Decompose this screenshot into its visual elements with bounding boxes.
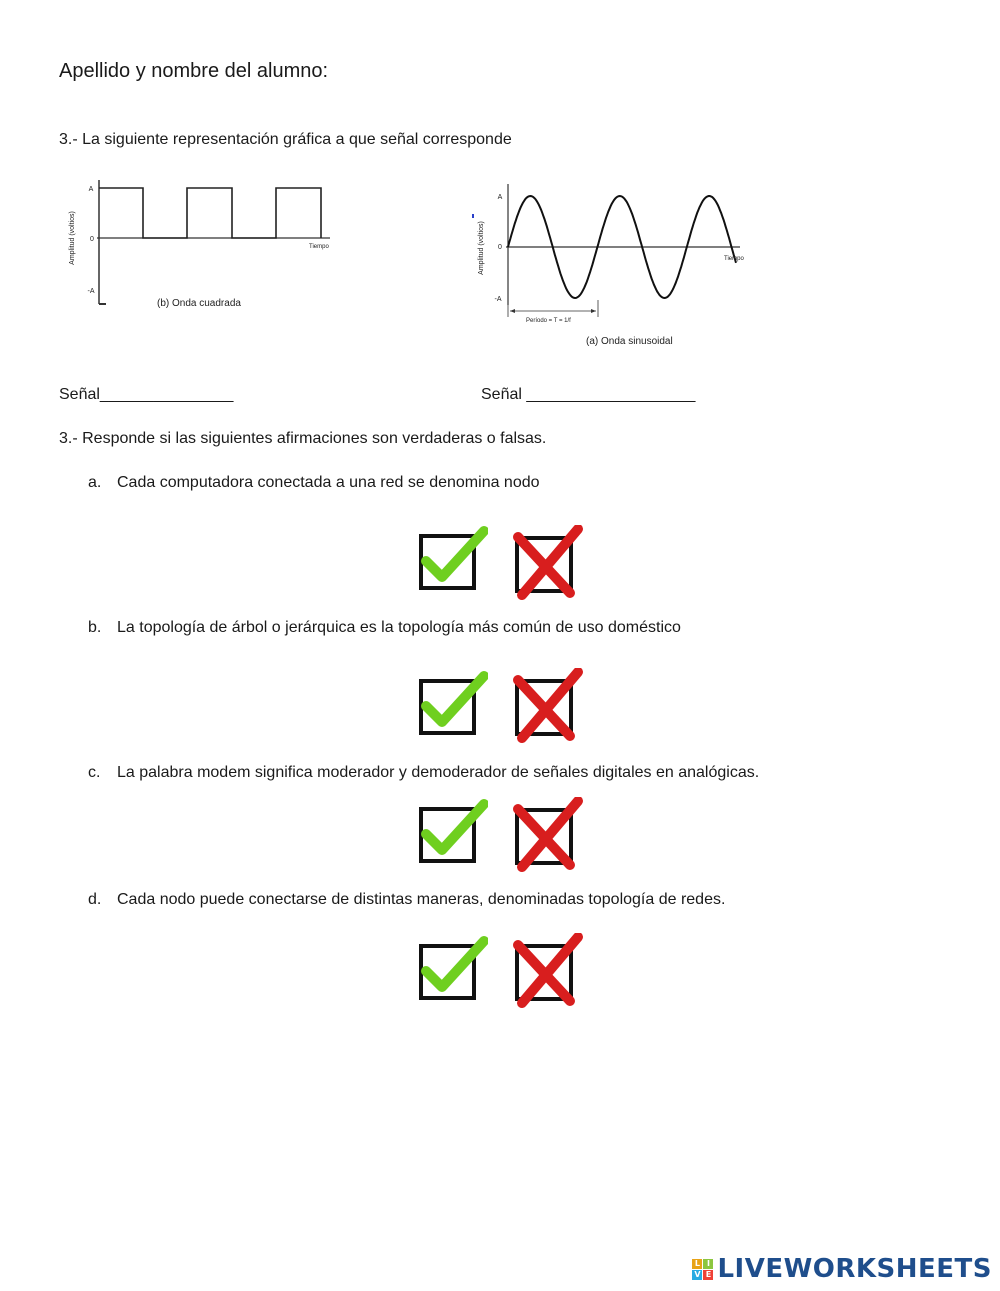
item-b-true-option[interactable] bbox=[418, 670, 488, 740]
question-1-title: 3.- La siguiente representación gráfica a que señal corresponde bbox=[59, 131, 512, 148]
square-wave-figure bbox=[62, 172, 342, 317]
student-name-label: Apellido y nombre del alumno: bbox=[59, 60, 329, 82]
check-box-icon bbox=[418, 935, 488, 1005]
item-c-marker: c. bbox=[88, 764, 101, 781]
square-ylabel: Amplitud (voltios) bbox=[69, 211, 76, 265]
square-tick-a: A bbox=[88, 186, 94, 193]
sine-xlabel: Tiempo bbox=[724, 256, 744, 262]
sine-wave-figure bbox=[470, 180, 760, 352]
sine-tick-neg-a: -A bbox=[494, 296, 502, 303]
check-box-icon bbox=[418, 798, 488, 868]
cross-box-icon bbox=[512, 668, 587, 743]
sine-ylabel: Amplitud (voltios) bbox=[478, 221, 485, 275]
item-b-marker: b. bbox=[88, 619, 102, 636]
liveworksheets-brand bbox=[692, 1254, 992, 1284]
brand-text: LIVEWORKSHEETS bbox=[717, 1254, 992, 1284]
item-b-text: La topología de árbol o jerárquica es la topología más común de uso doméstico bbox=[117, 619, 681, 636]
sine-tick-0: 0 bbox=[498, 244, 502, 251]
item-a-true-option[interactable] bbox=[418, 525, 488, 595]
cross-box-icon bbox=[512, 525, 587, 600]
item-d-text: Cada nodo puede conectarse de distintas maneras, denominadas topología de redes. bbox=[117, 891, 726, 908]
square-tick-0: 0 bbox=[90, 236, 94, 243]
check-box-icon bbox=[418, 525, 488, 595]
question-2-title: 3.- Responde si las siguientes afirmaciones son verdaderas o falsas. bbox=[59, 430, 547, 447]
stray-mark bbox=[472, 214, 474, 218]
square-xlabel: Tiempo bbox=[309, 244, 329, 250]
answer-2-label[interactable]: Señal ___________________ bbox=[481, 386, 696, 403]
answer-1-label[interactable]: Señal_______________ bbox=[59, 386, 234, 403]
item-d-false-option[interactable] bbox=[512, 933, 582, 1003]
item-b-false-option[interactable] bbox=[512, 668, 582, 738]
cross-box-icon bbox=[512, 797, 587, 872]
item-d-true-option[interactable] bbox=[418, 935, 488, 1005]
item-a-marker: a. bbox=[88, 474, 102, 491]
item-c-false-option[interactable] bbox=[512, 797, 582, 867]
square-tick-neg-a: -A bbox=[87, 288, 95, 295]
item-d-marker: d. bbox=[88, 891, 102, 908]
square-caption: (b) Onda cuadrada bbox=[157, 298, 241, 309]
sine-caption: (a) Onda sinusoidal bbox=[586, 336, 673, 347]
sine-period-label: Período = T = 1/f bbox=[526, 318, 571, 324]
item-a-false-option[interactable] bbox=[512, 525, 582, 595]
item-a-text: Cada computadora conectada a una red se denomina nodo bbox=[117, 474, 540, 491]
brand-logo-icon: L I V E bbox=[692, 1259, 713, 1280]
check-box-icon bbox=[418, 670, 488, 740]
square-wave-line bbox=[99, 188, 321, 238]
item-c-text: La palabra modem significa moderador y demoderador de señales digitales en analógicas. bbox=[117, 764, 760, 781]
item-c-true-option[interactable] bbox=[418, 798, 488, 868]
cross-box-icon bbox=[512, 933, 587, 1008]
sine-tick-a: A bbox=[497, 194, 503, 201]
